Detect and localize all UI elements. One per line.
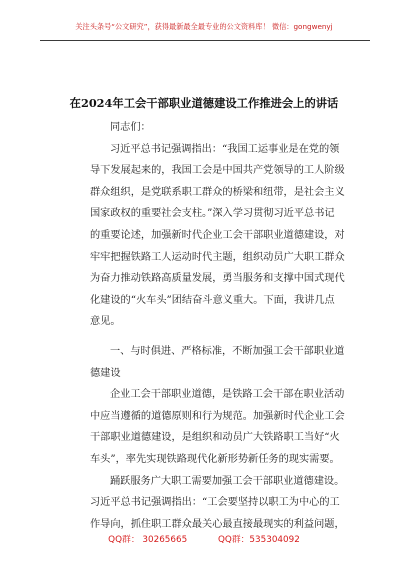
salutation: 同志们： — [110, 122, 151, 133]
paragraph-line: 为奋力推动铁路高质量发展，勇当服务和支撑中国式现代 — [90, 273, 345, 285]
paragraph-line: 习近平总书记强调指出：“我国工运事业是在党的领 — [110, 143, 340, 155]
paragraph-line: 干部职业道德建设，是组织和动员广大铁路职工当好“火 — [90, 432, 340, 444]
section-heading-1 — [90, 341, 345, 384]
header-banner: 关注头条号“公文研究”，获得最新最全最专业的公文资料库！ 微信：gongwenyj — [75, 22, 333, 31]
paragraph-2 — [90, 384, 345, 470]
paragraph-line: 群众组织，是党联系职工群众的桥梁和纽带，是社会主义 — [90, 186, 345, 198]
heading-line: 德建设 — [90, 367, 121, 379]
paragraph-line: 作导向，抓住职工群众最关心最直接最现实的利益问题， — [90, 518, 345, 530]
header-divider — [40, 40, 370, 41]
qq-group-2: QQ群：535304092 — [217, 535, 300, 545]
paragraph-line: 的重要论述，加强新时代企业工会干部职业道德建设，对 — [90, 229, 345, 241]
heading-line: 一、与时俱进、严格标准，不断加强工会干部职业道 — [110, 345, 345, 357]
paragraph-line: 意见。 — [90, 316, 121, 328]
paragraph-line: 中应当遵循的道德原则和行为规范。加强新时代企业工会 — [90, 410, 345, 422]
paragraph-line: 车头”，率先实现铁路现代化新形势新任务的现实需要。 — [90, 453, 340, 465]
document-body — [90, 117, 345, 535]
paragraph-line: 牢牢把握铁路工人运动时代主题，组织动员广大职工群众 — [90, 251, 345, 263]
document-title: 在2024年工会干部职业道德建设工作推进会上的讲话 — [69, 96, 339, 110]
paragraph-line: 导下发展起来的，我国工会是中国共产党领导的工人阶级 — [90, 165, 345, 177]
paragraph-line: 习近平总书记强调指出：“工会要坚持以职工为中心的工 — [90, 497, 340, 509]
qq-group-1: QQ群： 30265665 — [108, 535, 188, 545]
paragraph-line: 国家政权的重要社会支柱。”深入学习贯彻习近平总书记 — [90, 208, 335, 220]
paragraph-line: 企业工会干部职业道德，是铁路工会干部在职业活动 — [110, 389, 345, 401]
paragraph-line: 踊跃服务广大职工需要加强工会干部职业道德建设。 — [110, 475, 345, 487]
spacer — [90, 333, 345, 341]
paragraph-line: 化建设的“火车头”团结奋斗意义重大。下面，我讲几点 — [90, 294, 335, 306]
paragraph-1 — [90, 139, 345, 333]
footer-contacts — [0, 532, 408, 545]
paragraph-3 — [90, 471, 345, 536]
